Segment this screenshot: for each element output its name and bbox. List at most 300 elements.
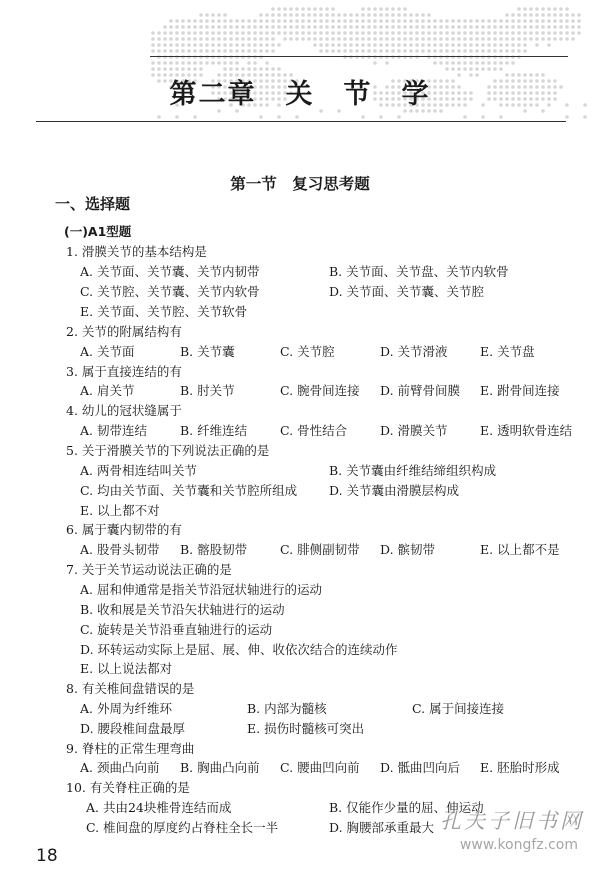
map-dot xyxy=(421,13,425,17)
map-dot xyxy=(463,61,467,65)
map-dot xyxy=(301,19,305,23)
map-dot xyxy=(553,37,557,41)
map-dot xyxy=(325,13,329,17)
map-dot xyxy=(175,25,179,29)
map-dot xyxy=(307,37,311,41)
map-dot xyxy=(343,19,347,23)
map-dot xyxy=(259,31,263,35)
map-dot xyxy=(361,25,365,29)
map-dot xyxy=(541,19,545,23)
map-dot xyxy=(499,43,503,47)
map-dot xyxy=(475,43,479,47)
map-dot xyxy=(223,43,227,47)
map-dot xyxy=(409,37,413,41)
map-dot xyxy=(469,37,473,41)
map-dot xyxy=(313,19,317,23)
map-dot xyxy=(193,37,197,41)
map-dot xyxy=(223,19,227,23)
map-dot xyxy=(439,19,443,23)
map-dot xyxy=(535,13,539,17)
option: A. 关节面、关节囊、关节内韧带 xyxy=(80,264,260,279)
map-dot xyxy=(475,67,479,71)
map-dot xyxy=(427,43,431,47)
map-dot xyxy=(229,61,233,65)
map-dot xyxy=(259,13,263,17)
map-dot xyxy=(433,19,437,23)
map-dot xyxy=(523,7,527,11)
map-dot xyxy=(529,37,533,41)
map-dot xyxy=(343,37,347,41)
option: C. 骨性结合 xyxy=(280,423,348,438)
map-dot xyxy=(517,7,521,11)
map-dot xyxy=(493,37,497,41)
map-dot xyxy=(229,19,233,23)
map-dot xyxy=(565,13,569,17)
map-dot xyxy=(265,67,269,71)
map-dot xyxy=(223,49,227,53)
map-dot xyxy=(415,43,419,47)
map-dot xyxy=(529,25,533,29)
map-dot xyxy=(439,61,443,65)
map-dot xyxy=(463,115,467,119)
map-dot xyxy=(481,67,485,71)
map-dot xyxy=(403,25,407,29)
map-dot xyxy=(295,25,299,29)
map-dot xyxy=(253,67,257,71)
map-dot xyxy=(547,31,551,35)
map-dot xyxy=(487,37,491,41)
map-dot xyxy=(469,49,473,53)
map-dot xyxy=(427,25,431,29)
map-dot xyxy=(397,37,401,41)
map-dot xyxy=(577,19,581,23)
map-dot xyxy=(517,19,521,23)
map-dot xyxy=(277,25,281,29)
map-dot xyxy=(451,37,455,41)
option: E. 损伤时髓核可突出 xyxy=(247,721,365,736)
map-dot xyxy=(367,25,371,29)
map-dot xyxy=(259,37,263,41)
map-dot xyxy=(505,13,509,17)
map-dot xyxy=(553,7,557,11)
map-dot xyxy=(499,25,503,29)
map-dot xyxy=(361,49,365,53)
map-dot xyxy=(493,61,497,65)
map-dot xyxy=(505,31,509,35)
option: E. 关节盘 xyxy=(480,344,535,359)
map-dot xyxy=(541,13,545,17)
map-dot xyxy=(409,13,413,17)
question-stem: 3. 属于直接连结的有 xyxy=(66,364,182,379)
page-number: 18 xyxy=(36,846,58,866)
map-dot xyxy=(361,31,365,35)
map-dot xyxy=(187,43,191,47)
map-dot xyxy=(271,25,275,29)
map-dot xyxy=(259,43,263,47)
option: A. 共由24块椎骨连结而成 xyxy=(86,800,232,815)
map-dot xyxy=(565,7,569,11)
map-dot xyxy=(337,37,341,41)
map-dot xyxy=(313,13,317,17)
map-dot xyxy=(355,13,359,17)
map-dot xyxy=(553,13,557,17)
watermark-url: www.kongfz.com xyxy=(459,837,578,853)
map-dot xyxy=(379,37,383,41)
map-dot xyxy=(205,19,209,23)
question-stem: 10. 有关脊柱正确的是 xyxy=(66,780,190,795)
map-dot xyxy=(163,67,167,71)
question-stem: 7. 关于关节运动说法正确的是 xyxy=(66,562,232,577)
map-dot xyxy=(361,43,365,47)
map-dot xyxy=(169,43,173,47)
map-dot xyxy=(223,37,227,41)
map-dot xyxy=(373,19,377,23)
map-dot xyxy=(361,37,365,41)
map-dot xyxy=(229,31,233,35)
map-dot xyxy=(217,43,221,47)
map-dot xyxy=(511,37,515,41)
question-stem: 8. 有关椎间盘错误的是 xyxy=(66,681,195,696)
map-dot xyxy=(187,31,191,35)
map-dot xyxy=(259,19,263,23)
map-dot xyxy=(421,25,425,29)
option: A. 韧带连结 xyxy=(80,423,147,438)
map-dot xyxy=(421,19,425,23)
map-dot xyxy=(577,31,581,35)
map-dot xyxy=(475,19,479,23)
map-dot xyxy=(265,31,269,35)
map-dot xyxy=(181,37,185,41)
map-dot xyxy=(553,25,557,29)
map-dot xyxy=(301,37,305,41)
map-dot xyxy=(247,31,251,35)
map-dot xyxy=(223,13,227,17)
map-dot xyxy=(571,13,575,17)
map-dot xyxy=(481,49,485,53)
map-dot xyxy=(337,49,341,53)
map-dot xyxy=(475,25,479,29)
map-dot xyxy=(211,31,215,35)
map-dot xyxy=(499,49,503,53)
option: A. 股骨头韧带 xyxy=(80,542,160,557)
map-dot xyxy=(493,49,497,53)
map-dot xyxy=(541,7,545,11)
map-dot xyxy=(517,13,521,17)
option: E. 以上说法都对 xyxy=(80,661,173,676)
map-dot xyxy=(505,37,509,41)
map-dot xyxy=(529,19,533,23)
map-dot xyxy=(523,43,527,47)
map-dot xyxy=(451,43,455,47)
option: E. 以上都不对 xyxy=(80,503,160,518)
map-dot xyxy=(349,31,353,35)
map-dot xyxy=(517,43,521,47)
map-dot xyxy=(439,25,443,29)
map-dot xyxy=(199,13,203,17)
map-dot xyxy=(319,43,323,47)
option: C. 旋转是关节沿垂直轴进行的运动 xyxy=(80,622,273,637)
map-dot xyxy=(205,43,209,47)
map-dot xyxy=(457,19,461,23)
map-dot xyxy=(343,49,347,53)
map-dot xyxy=(307,31,311,35)
map-dot xyxy=(379,19,383,23)
map-dot xyxy=(493,43,497,47)
map-dot xyxy=(235,25,239,29)
map-dot xyxy=(295,13,299,17)
map-dot xyxy=(319,13,323,17)
map-dot xyxy=(487,49,491,53)
question-stem: 5. 关于滑膜关节的下列说法正确的是 xyxy=(66,443,270,458)
map-dot xyxy=(217,19,221,23)
option: D. 髌韧带 xyxy=(380,542,436,557)
map-dot xyxy=(391,25,395,29)
map-dot xyxy=(181,19,185,23)
map-dot xyxy=(391,43,395,47)
map-dot xyxy=(445,37,449,41)
map-dot xyxy=(403,31,407,35)
map-dot xyxy=(175,19,179,23)
map-dot xyxy=(547,13,551,17)
map-dot xyxy=(151,61,155,65)
map-dot xyxy=(163,49,167,53)
map-dot xyxy=(199,37,203,41)
map-dot xyxy=(277,43,281,47)
map-dot xyxy=(427,49,431,53)
map-dot xyxy=(271,43,275,47)
map-dot xyxy=(421,31,425,35)
map-dot xyxy=(385,31,389,35)
map-dot xyxy=(187,25,191,29)
map-dot xyxy=(241,31,245,35)
option: B. 关节面、关节盘、关节内软骨 xyxy=(329,264,509,279)
map-dot xyxy=(157,67,161,71)
option: A. 两骨相连结叫关节 xyxy=(80,463,197,478)
map-dot xyxy=(181,25,185,29)
map-dot xyxy=(547,7,551,11)
map-dot xyxy=(229,43,233,47)
map-dot xyxy=(373,31,377,35)
map-dot xyxy=(487,67,491,71)
map-dot xyxy=(211,13,215,17)
map-dot xyxy=(493,19,497,23)
map-dot xyxy=(169,31,173,35)
map-dot xyxy=(223,31,227,35)
option: A. 外周为纤维环 xyxy=(80,701,172,716)
map-dot xyxy=(559,13,563,17)
map-dot xyxy=(385,19,389,23)
option: A. 屈和伸通常是指关节沿冠状轴进行的运动 xyxy=(80,582,322,597)
map-dot xyxy=(427,19,431,23)
map-dot xyxy=(487,61,491,65)
question-type-title: (一)A1型题 xyxy=(64,224,132,239)
map-dot xyxy=(253,61,257,65)
map-dot xyxy=(217,49,221,53)
map-dot xyxy=(199,43,203,47)
map-dot xyxy=(181,43,185,47)
option: D. 腰段椎间盘最厚 xyxy=(80,721,186,736)
map-dot xyxy=(397,31,401,35)
option: E. 胚胎时形成 xyxy=(480,760,560,775)
map-dot xyxy=(523,49,527,53)
map-dot xyxy=(193,19,197,23)
option: B. 关节囊由纤维结缔组织构成 xyxy=(329,463,497,478)
map-dot xyxy=(481,25,485,29)
map-dot xyxy=(217,31,221,35)
map-dot xyxy=(271,67,275,71)
map-dot xyxy=(349,49,353,53)
map-dot xyxy=(337,13,341,17)
map-dot xyxy=(325,43,329,47)
map-dot xyxy=(217,61,221,65)
option: D. 骶曲凹向后 xyxy=(380,760,461,775)
map-dot xyxy=(337,19,341,23)
option: C. 均由关节面、关节囊和关节腔所组成 xyxy=(80,483,298,498)
map-dot xyxy=(247,37,251,41)
header-rule-top xyxy=(150,56,568,57)
map-dot xyxy=(247,43,251,47)
option: B. 髂股韧带 xyxy=(180,542,248,557)
map-dot xyxy=(367,13,371,17)
question-stem: 1. 滑膜关节的基本结构是 xyxy=(66,244,207,259)
map-dot xyxy=(415,37,419,41)
map-dot xyxy=(475,37,479,41)
map-dot xyxy=(547,19,551,23)
map-dot xyxy=(277,13,281,17)
map-dot xyxy=(175,31,179,35)
map-dot xyxy=(415,25,419,29)
map-dot xyxy=(367,37,371,41)
map-dot xyxy=(271,7,275,11)
map-dot xyxy=(499,67,503,71)
map-dot xyxy=(493,31,497,35)
map-dot xyxy=(199,25,203,29)
map-dot xyxy=(481,31,485,35)
map-dot xyxy=(235,19,239,23)
option: B. 内部为髓核 xyxy=(247,701,327,716)
map-dot xyxy=(301,13,305,17)
watermark-logo: 孔夫子旧书网 xyxy=(440,809,584,833)
map-dot xyxy=(181,49,185,53)
map-dot xyxy=(241,43,245,47)
map-dot xyxy=(169,25,173,29)
map-dot xyxy=(565,31,569,35)
map-dot xyxy=(463,19,467,23)
map-dot xyxy=(565,19,569,23)
map-dot xyxy=(331,7,335,11)
map-dot xyxy=(349,43,353,47)
map-dot xyxy=(283,13,287,17)
map-dot xyxy=(265,13,269,17)
option: A. 关节面 xyxy=(80,344,135,359)
map-dot xyxy=(205,49,209,53)
map-dot xyxy=(205,25,209,29)
map-dot xyxy=(373,7,377,11)
map-dot xyxy=(265,37,269,41)
map-dot xyxy=(337,25,341,29)
map-dot xyxy=(505,61,509,65)
map-dot xyxy=(157,37,161,41)
map-dot xyxy=(199,19,203,23)
map-dot xyxy=(559,37,563,41)
map-dot xyxy=(271,31,275,35)
map-dot xyxy=(361,13,365,17)
map-dot xyxy=(469,19,473,23)
map-dot xyxy=(433,31,437,35)
map-dot xyxy=(259,67,263,71)
map-dot xyxy=(481,61,485,65)
map-dot xyxy=(385,25,389,29)
map-dot xyxy=(505,25,509,29)
map-dot xyxy=(157,49,161,53)
map-dot xyxy=(427,37,431,41)
map-dot xyxy=(571,31,575,35)
map-dot xyxy=(403,19,407,23)
map-dot xyxy=(157,61,161,65)
option: C. 属于间接连接 xyxy=(412,701,505,716)
map-dot xyxy=(541,31,545,35)
map-dot xyxy=(301,25,305,29)
map-dot xyxy=(343,25,347,29)
map-dot xyxy=(331,49,335,53)
map-dot xyxy=(229,37,233,41)
map-dot xyxy=(409,31,413,35)
map-dot xyxy=(517,25,521,29)
map-dot xyxy=(325,31,329,35)
map-dot xyxy=(499,37,503,41)
map-dot xyxy=(529,7,533,11)
map-dot xyxy=(499,61,503,65)
map-dot xyxy=(445,43,449,47)
map-dot xyxy=(475,31,479,35)
map-dot xyxy=(151,67,155,71)
map-dot xyxy=(325,7,329,11)
map-dot xyxy=(403,13,407,17)
map-dot xyxy=(535,25,539,29)
option: E. 跗骨间连接 xyxy=(480,383,560,398)
map-dot xyxy=(253,25,257,29)
map-dot xyxy=(367,7,371,11)
map-dot xyxy=(217,13,221,17)
map-dot xyxy=(535,7,539,11)
map-dot xyxy=(295,31,299,35)
part-title: 一、选择题 xyxy=(55,195,131,213)
map-dot xyxy=(367,19,371,23)
map-dot xyxy=(571,25,575,29)
option: D. 滑膜关节 xyxy=(380,423,448,438)
map-dot xyxy=(367,43,371,47)
map-dot xyxy=(397,115,401,119)
map-dot xyxy=(487,31,491,35)
question-stem: 4. 幼儿的冠状缝属于 xyxy=(66,403,182,418)
map-dot xyxy=(349,25,353,29)
map-dot xyxy=(469,43,473,47)
map-dot xyxy=(433,49,437,53)
map-dot xyxy=(205,31,209,35)
map-dot xyxy=(325,25,329,29)
map-dot xyxy=(403,37,407,41)
map-dot xyxy=(313,37,317,41)
map-dot xyxy=(211,43,215,47)
map-dot xyxy=(397,49,401,53)
map-dot xyxy=(493,25,497,29)
map-dot xyxy=(487,43,491,47)
map-dot xyxy=(259,115,263,119)
map-dot xyxy=(535,37,539,41)
option: A. 颈曲凸向前 xyxy=(80,760,160,775)
map-dot xyxy=(319,31,323,35)
map-dot xyxy=(445,49,449,53)
